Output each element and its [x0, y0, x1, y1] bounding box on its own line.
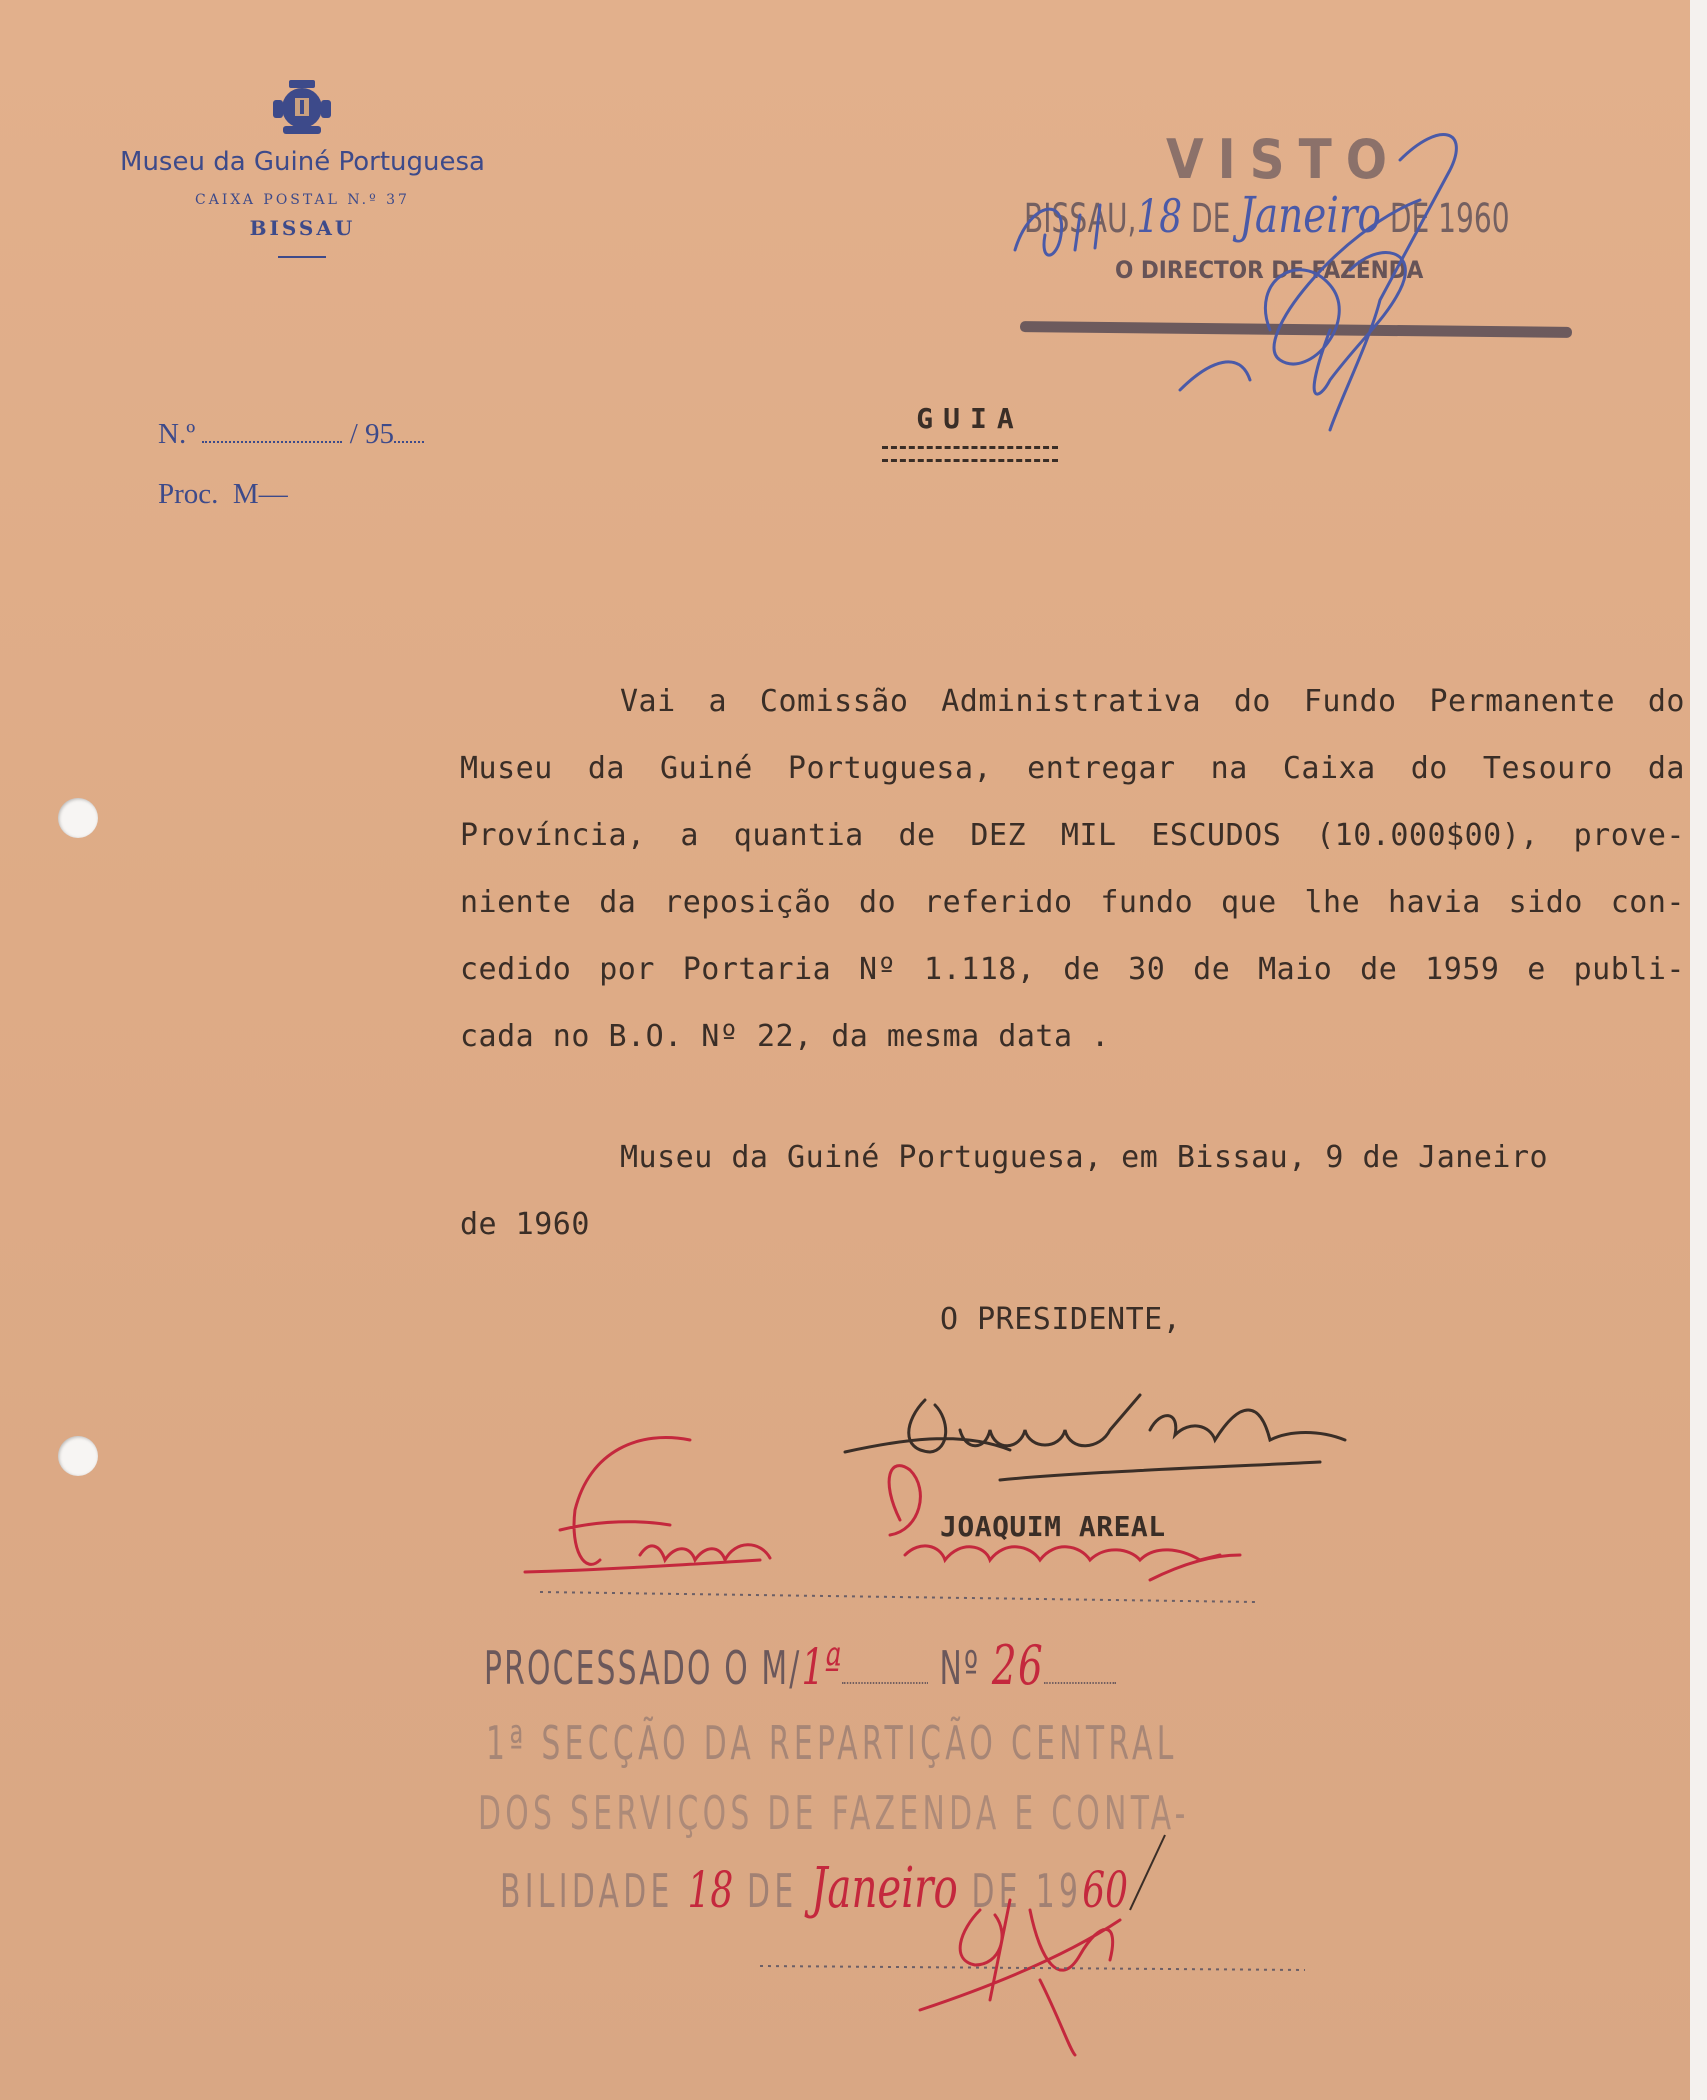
process-label: Proc. — [158, 478, 219, 510]
coat-of-arms-icon — [265, 78, 339, 138]
scan-edge — [1690, 0, 1707, 2100]
body-line: niente da reposição do referido fundo que lhe havia sido con- — [460, 885, 1685, 920]
letterhead-city: BISSAU — [249, 216, 356, 240]
institution-name: Museu da Guiné Portuguesa — [120, 147, 485, 177]
processado-month: Janeiro — [811, 1856, 958, 1921]
processado-stamp-line1: PROCESSADO O M/1ª Nº 26 — [484, 1634, 1116, 1697]
reference-number-suffix: / 95 — [349, 418, 394, 450]
visto-stamp-authority: O DIRECTOR DE FAZENDA — [1115, 256, 1424, 284]
processado-day: 18 — [687, 1861, 734, 1919]
document-body — [460, 668, 1685, 1070]
processado-number: 26 — [991, 1634, 1045, 1697]
reference-number — [158, 418, 424, 451]
reference-number-blank — [202, 441, 342, 443]
document-closing — [460, 1124, 1630, 1258]
processado-year: 60 — [1082, 1861, 1129, 1919]
punch-hole — [58, 1436, 98, 1476]
body-line: cedido por Portaria Nº 1.118, de 30 de Maio de 1959 e publi- — [460, 952, 1685, 987]
body-line: Vai a Comissão Administrativa do Fundo Permanente do — [620, 684, 1685, 719]
body-line: Província, a quantia de DEZ MIL ESCUDOS (10.000$00), prove- — [460, 818, 1685, 853]
processado-stamp-line2: 1ª SECÇÃO DA REPARTIÇÃO CENTRAL — [486, 1716, 1178, 1770]
visto-date-year: 1960 — [1438, 196, 1510, 242]
signatory-title: O PRESIDENTE, — [940, 1302, 1182, 1337]
visto-date-month: Janeiro — [1239, 186, 1381, 244]
visto-stamp-title: VISTO — [1166, 128, 1402, 191]
process-reference — [158, 478, 288, 511]
processado-m-value: 1ª — [801, 1638, 842, 1696]
punch-hole — [58, 798, 98, 838]
body-line: Museu da Guiné Portuguesa, entregar na Caixa do Tesouro da — [460, 751, 1685, 786]
visto-stamp-date: BISSAU,18 DE Janeiro DE 1960 — [1024, 186, 1510, 244]
reference-number-label: N.º — [158, 418, 196, 450]
postal-box: CAIXA POSTAL N.º 37 — [195, 192, 410, 208]
processado-stamp-line4: BILIDADE 18 DE Janeiro DE 1960 — [500, 1856, 1129, 1921]
title-underline — [882, 446, 1058, 462]
process-value: M— — [232, 478, 288, 510]
signatory-name: JOAQUIM AREAL — [940, 1510, 1166, 1543]
letterhead-divider — [278, 256, 326, 258]
closing-line: de 1960 — [460, 1207, 590, 1242]
closing-line: Museu da Guiné Portuguesa, em Bissau, 9 de Janeiro — [620, 1140, 1549, 1175]
visto-date-day: 18 — [1136, 189, 1183, 243]
processado-stamp-line3: DOS SERVIÇOS DE FAZENDA E CONTA- — [478, 1786, 1190, 1840]
body-line: cada no B.O. Nº 22, da mesma data . — [460, 1019, 1110, 1054]
document-title: GUIA — [916, 402, 1024, 435]
